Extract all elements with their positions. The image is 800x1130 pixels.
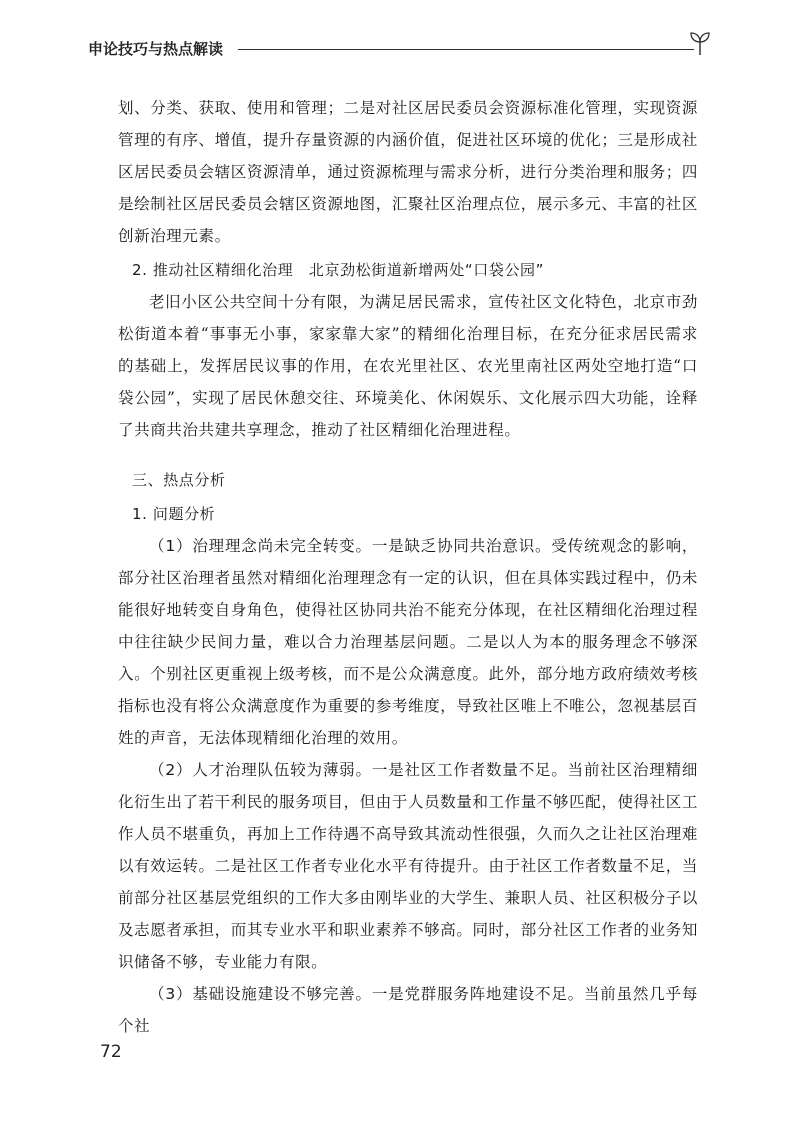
point-text: 一是社区工作者数量不足。当前社区治理精细化衍生出了若干利民的服务项目，但由于人员数量和工作量不够匹配，使得社区工作人员不堪重负，再加上工作待遇不高导致其流动性很强，久而久之让社区治理难以有效运转。二是社区工作者专业化水平有待提升。由于社区工作者数量不足，当前部分社区基层党组织的工作大多由刚毕业的大学生、兼职人员、社区积极分子以及志愿者承担，而其专业水平和职业素养不够高。同时，部分社区工作者的业务知识储备不够，专业能力有限。 [118, 761, 698, 971]
point-heading: （2）人才治理队伍较为薄弱。 [149, 761, 372, 779]
paragraph: 老旧小区公共空间十分有限，为满足居民需求，宣传社区文化特色，北京市劲松街道本着“事事无小事，家家靠大家”的精细化治理目标，在充分征求居民需求的基础上，发挥居民议事的作用，在农光里社区、农光里南社区两处空地打造“口袋公园”，实现了居民休憩交往、环境美化、休闲娱乐、文化展示四大功能，诠释了共商共治共建共享理念，推动了社区精细化治理进程。 [118, 293, 698, 439]
point-heading: （1）治理理念尚未完全转变。 [149, 537, 372, 555]
header-title: 申论技巧与热点解读 [88, 40, 224, 58]
paragraph [118, 754, 698, 978]
sprout-icon [689, 30, 711, 56]
point-heading: （3）基础设施建设不够完善。 [149, 985, 372, 1003]
paragraph: 划、分类、获取、使用和管理；二是对社区居民委员会资源标准化管理，实现资源管理的有序、增值，提升存量资源的内涵价值，促进社区环境的优化；三是形成社区居民委员会辖区资源清单，通过资源梳理与需求分析，进行分类治理和服务；四是绘制社区居民委员会辖区资源地图，汇聚社区治理点位，展示多元、丰富的社区创新治理元素。 [118, 99, 698, 245]
running-header [88, 34, 728, 64]
page-body [118, 92, 698, 1042]
paragraph [118, 530, 698, 754]
header-rule [238, 49, 694, 50]
page-number: 72 [100, 1042, 122, 1062]
point-text: 一是缺乏协同共治意识。受传统观念的影响，部分社区治理者虽然对精细化治理理念有一定的认识，但在具体实践过程中，仍未能很好地转变自身角色，使得社区协同共治不能充分体现，在社区精细化治理过程中往往缺少民间力量，难以合力治理基层问题。二是以人为本的服务理念不够深入。个别社区更重视上级考核，而不是公众满意度。此外，部分地方政府绩效考核指标也没有将公众满意度作为重要的参考维度，导致社区唯上不唯公，忽视基层百姓的声音，无法体现精细化治理的效用。 [118, 537, 698, 747]
case-heading: 2. 推动社区精细化治理 北京劲松街道新增两处“口袋公园” [132, 261, 545, 279]
paragraph [118, 978, 698, 1042]
subsection-heading: 1. 问题分析 [132, 505, 216, 523]
point-text: 一是党群服务阵地建设不足。当前虽然几乎每个社 [118, 985, 698, 1035]
section-heading: 三、热点分析 [132, 471, 226, 489]
